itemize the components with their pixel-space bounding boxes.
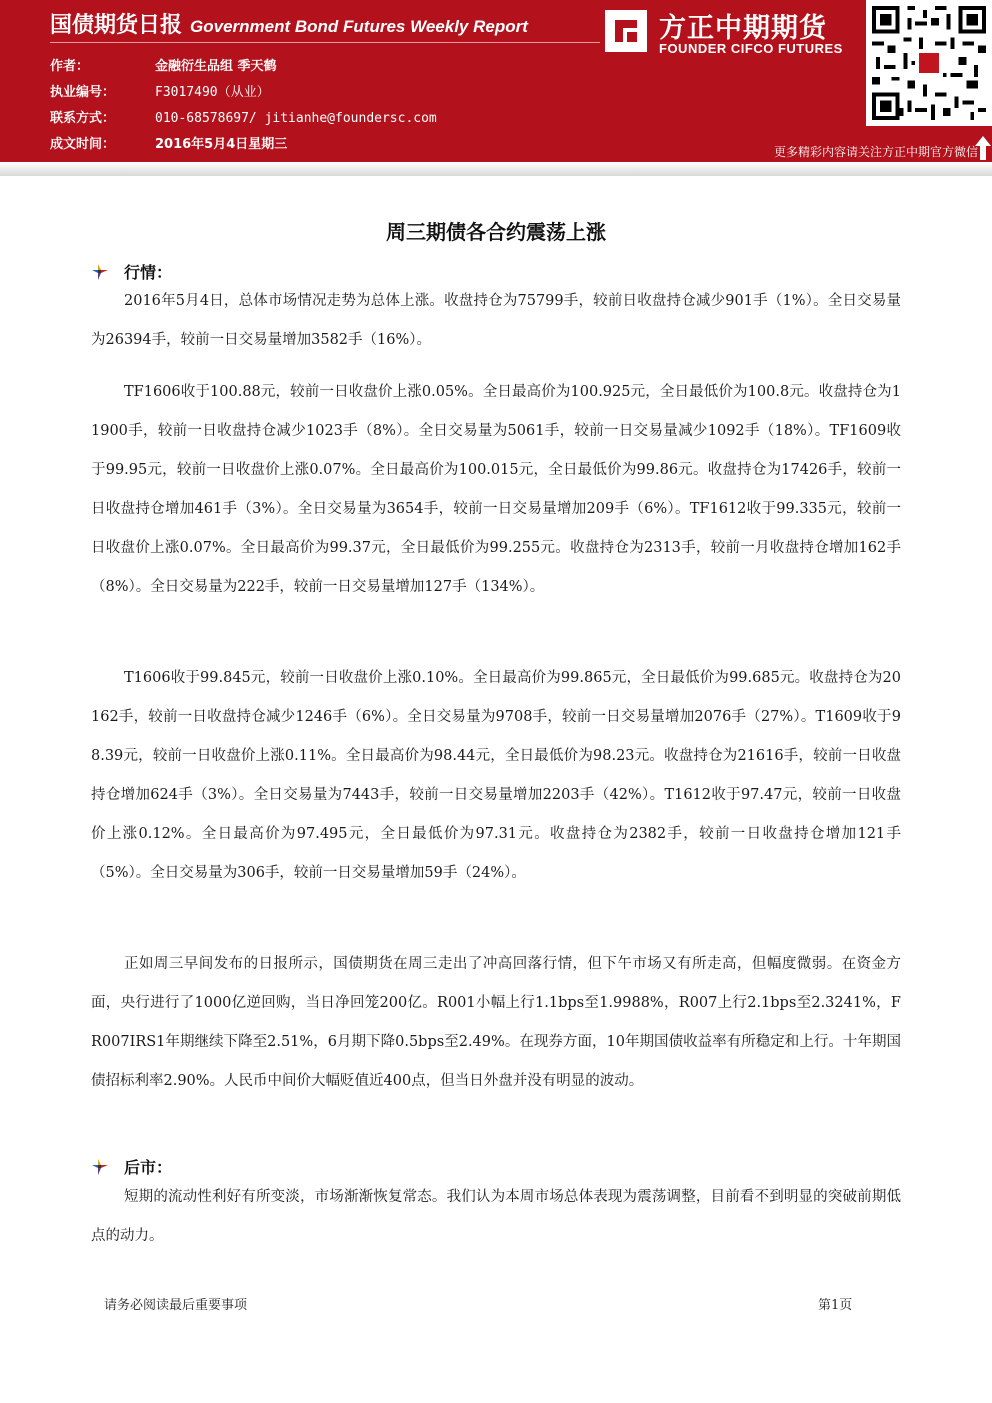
report-title-en: Government Bond Futures Weekly Report bbox=[190, 17, 528, 36]
meta-contact bbox=[50, 107, 437, 126]
meta-value[interactable]: 010-68578697/ jitianhe@foundersc.com bbox=[155, 111, 437, 126]
meta-date bbox=[50, 133, 287, 152]
report-title-cn: 国债期货日报 bbox=[50, 13, 183, 38]
meta-value: 2016年5月4日星期三 bbox=[155, 137, 288, 152]
footer-disclaimer-notice: 请务必阅读最后重要事项 bbox=[104, 1298, 248, 1313]
wechat-qr-code bbox=[866, 0, 992, 126]
section-heading-label: 后市： bbox=[124, 1158, 173, 1177]
section-heading-label: 行情： bbox=[124, 263, 173, 282]
paragraph-tf-contracts: TF1606收于100.88元，较前一日收盘价上涨0.05%。全日最高价为100.925元，全日最低价为100.8元。收盘持仓为11900手，较前一日收盘持仓减少1023手（8%）。全日交易量为5061手，较前一日交易量减少1092手（18%）。TF1609收于99.95元，较前一日收盘价上涨0.07%。全日最高价为100.015元，全日最低价为99.86元。收盘持仓为17426手，较前一日收盘持仓增加461手（3%）。全日交易量为3654手，较前一日交易量增加209手（6%）。TF1612收于99.335元，较前一日收盘价上涨0.07%。全日最高价为99.37元，全日最低价为99.255元。收盘持仓为2313手，较前一月收盘持仓增加162手（8%）。全日交易量为222手，较前一日交易量增加127手（134%）。 bbox=[91, 384, 901, 595]
header-shadow-stripe bbox=[0, 162, 992, 176]
header-divider bbox=[50, 42, 600, 43]
report-title bbox=[50, 8, 528, 39]
logo-text-en: FOUNDER CIFCO FUTURES bbox=[659, 41, 843, 56]
section-bullet-icon bbox=[90, 262, 110, 282]
paragraph-summary: 2016年5月4日，总体市场情况走势为总体上涨。收盘持仓为75799手，较前日收盘持仓减少901手（1%）。全日交易量为26394手，较前一日交易量增加3582手（16%）。 bbox=[91, 293, 901, 348]
founder-logo-icon bbox=[603, 8, 649, 54]
section-heading-outlook bbox=[90, 1155, 172, 1178]
meta-value: F3017490（从业） bbox=[155, 85, 270, 100]
logo-text-cn: 方正中期期货 bbox=[659, 13, 827, 44]
section-bullet-icon bbox=[90, 1157, 110, 1177]
report-header bbox=[0, 0, 992, 162]
meta-value: 金融衍生品组 季天鹤 bbox=[155, 59, 277, 74]
paragraph-outlook: 短期的流动性利好有所变淡，市场渐渐恢复常态。我们认为本周市场总体表现为震荡调整，目前看不到明显的突破前期低点的动力。 bbox=[91, 1189, 901, 1244]
meta-author bbox=[50, 55, 277, 74]
company-logo bbox=[603, 6, 863, 64]
paragraph-analysis: 正如周三早间发布的日报所示，国债期货在周三走出了冲高回落行情，但下午市场又有所走高，但幅度微弱。在资金方面，央行进行了1000亿逆回购，当日净回笼200亿。R001小幅上行1.1bps至1.9988%，R007上行2.1bps至2.3241%，FR007IRS1年期继续下降至2.51%，6月期下降0.5bps至2.49%。在现券方面，10年期国债收益率有所稳定和上行。十年期国债招标利率2.90%。人民币中间价大幅贬值近400点，但当日外盘并没有明显的波动。 bbox=[91, 956, 901, 1089]
meta-label: 作者： bbox=[50, 59, 90, 74]
meta-label: 联系方式： bbox=[50, 111, 116, 126]
paragraph-t-contracts: T1606收于99.845元，较前一日收盘价上涨0.10%。全日最高价为99.865元，全日最低价为99.685元。收盘持仓为20162手，较前一日收盘持仓减少1246手（6%）。全日交易量为9708手，较前一日交易量增加2076手（27%）。T1609收于98.39元，较前一日收盘价上涨0.11%。全日最高价为98.44元，全日最低价为98.23元。收盘持仓为21616手，较前一日收盘持仓增加624手（3%）。全日交易量为7443手，较前一日交易量增加2203手（42%）。T1612收于97.47元，较前一日收盘价上涨0.12%。全日最高价为97.495元，全日最低价为97.31元。收盘持仓为2382手，较前一日收盘持仓增加121手（5%）。全日交易量为306手，较前一日交易量增加59手（24%）。 bbox=[91, 670, 901, 881]
document-title: 周三期债各合约震荡上涨 bbox=[386, 220, 606, 244]
section-heading-market bbox=[90, 260, 172, 283]
footer-page-number: 第1页 bbox=[818, 1298, 853, 1313]
up-arrow-icon bbox=[974, 135, 992, 161]
qr-code-icon bbox=[872, 6, 986, 120]
meta-license bbox=[50, 81, 270, 100]
meta-label: 成文时间： bbox=[50, 137, 116, 152]
wechat-slogan: 更多精彩内容请关注方正中期官方微信 bbox=[773, 145, 978, 159]
meta-label: 执业编号： bbox=[50, 85, 116, 100]
